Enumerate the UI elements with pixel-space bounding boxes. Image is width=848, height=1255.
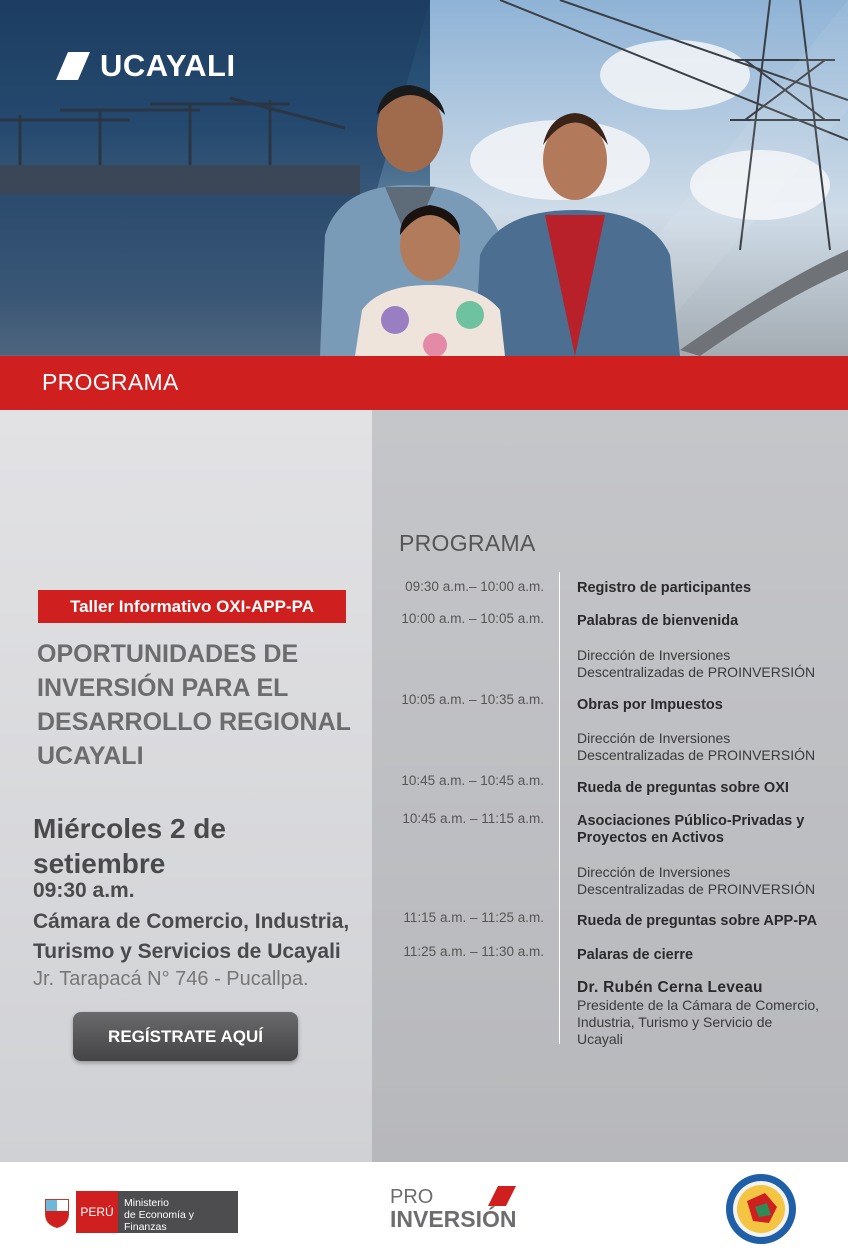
register-button[interactable]: REGÍSTRATE AQUÍ <box>73 1012 298 1061</box>
ministry-line: de Economía y Finanzas <box>124 1209 195 1233</box>
peru-label: PERÚ <box>76 1191 118 1233</box>
event-tag: Taller Informativo OXI-APP-PA <box>38 590 346 623</box>
proinversion-slash-icon <box>488 1186 516 1206</box>
program-item-title <box>577 813 827 847</box>
program-time: 11:15 a.m. – 11:25 a.m. <box>403 910 544 925</box>
event-headline <box>37 637 367 773</box>
hero-banner <box>0 0 848 356</box>
title-line: Asociaciones Público-Privadas y <box>577 813 805 829</box>
program-item-title: Palaras de cierre <box>577 947 694 963</box>
program-time: 11:25 a.m. – 11:30 a.m. <box>403 944 544 959</box>
program-item-title: Rueda de preguntas sobre APP-PA <box>577 913 818 929</box>
program-time: 09:30 a.m.– 10:00 a.m. <box>405 579 544 594</box>
inversion-text: INVERSIÓN <box>390 1206 517 1232</box>
pro-text: PRO <box>390 1186 434 1208</box>
venue-line: Cámara de Comercio, Industria, <box>33 910 350 933</box>
program-title: PROGRAMA <box>399 530 536 556</box>
logo-slash-icon <box>56 52 90 80</box>
ucayali-logo <box>56 48 236 84</box>
detail-line: Ucayali <box>577 1031 623 1047</box>
headline-line: OPORTUNIDADES DE <box>37 640 299 668</box>
detail-line: Descentralizadas de PROINVERSIÓN <box>577 881 816 897</box>
section-band <box>0 356 848 410</box>
program-item-detail <box>577 864 837 898</box>
date-line: Miércoles 2 de <box>33 813 226 844</box>
detail-line: Dirección de Inversiones <box>577 730 731 746</box>
event-address: Jr. Tarapacá N° 746 - Pucallpa. <box>33 968 309 990</box>
chamber-seal-icon <box>725 1173 797 1245</box>
ministry-label <box>118 1191 238 1233</box>
detail-line: Industria, Turismo y Servicio de <box>577 1014 773 1030</box>
event-date <box>33 811 333 881</box>
program-time: 10:45 a.m. – 10:45 a.m. <box>401 773 544 788</box>
program-speaker: Dr. Rubén Cerna Leveau <box>577 979 763 996</box>
ministry-line: Ministerio <box>124 1197 169 1209</box>
program-item-title: Palabras de bienvenida <box>577 613 739 629</box>
venue-line: Turismo y Servicios de Ucayali <box>33 940 341 963</box>
family-photo <box>300 75 700 356</box>
band-label: PROGRAMA <box>42 369 179 395</box>
peru-coat-of-arms-icon <box>42 1191 72 1233</box>
program-item-detail <box>577 997 837 1048</box>
detail-line: Descentralizadas de PROINVERSIÓN <box>577 664 816 680</box>
headline-line: DESARROLLO REGIONAL <box>37 708 351 736</box>
headline-line: UCAYALI <box>37 742 144 770</box>
date-line: setiembre <box>33 848 166 879</box>
brand-name: UCAYALI <box>100 48 236 83</box>
program-item-title: Rueda de preguntas sobre OXI <box>577 780 789 796</box>
event-time: 09:30 a.m. <box>33 879 135 902</box>
event-venue <box>33 907 373 967</box>
program-item-detail <box>577 647 837 681</box>
program-item-detail <box>577 730 837 764</box>
program-time: 10:00 a.m. – 10:05 a.m. <box>401 611 544 626</box>
program-time: 10:45 a.m. – 11:15 a.m. <box>402 811 544 826</box>
detail-line: Descentralizadas de PROINVERSIÓN <box>577 747 816 763</box>
detail-line: Presidente de la Cámara de Comercio, <box>577 997 820 1013</box>
program-divider <box>559 572 560 1044</box>
program-item-title: Obras por Impuestos <box>577 697 723 713</box>
title-line: Proyectos en Activos <box>577 830 724 846</box>
proinversion-logo <box>390 1186 517 1230</box>
program-item-title: Registro de participantes <box>577 580 752 596</box>
detail-line: Dirección de Inversiones <box>577 864 731 880</box>
headline-line: INVERSIÓN PARA EL <box>37 674 289 702</box>
program-time: 10:05 a.m. – 10:35 a.m. <box>401 692 544 707</box>
mef-logo <box>42 1191 238 1233</box>
detail-line: Dirección de Inversiones <box>577 647 731 663</box>
